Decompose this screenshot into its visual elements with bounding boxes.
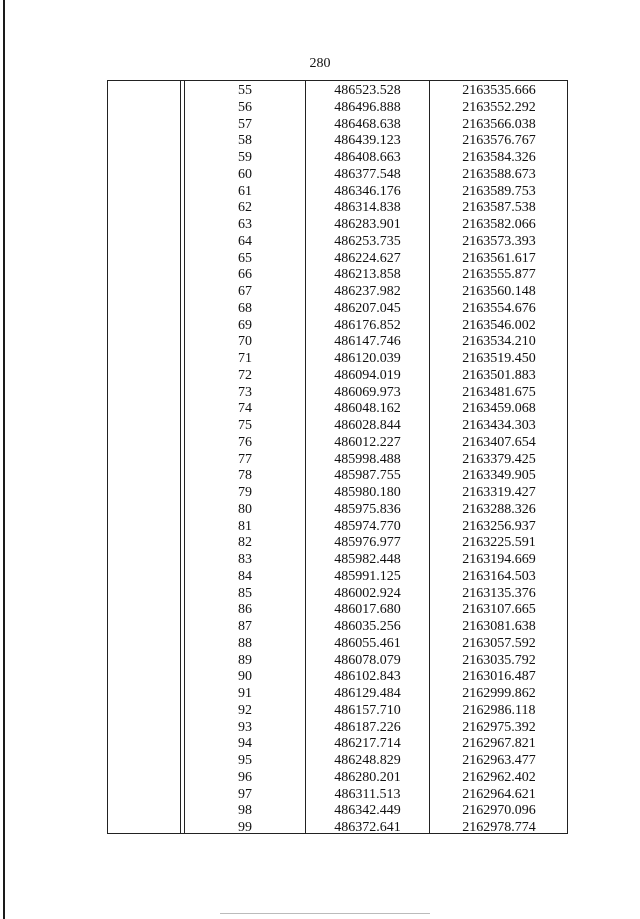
x-coordinate-cell: 486035.256	[334, 619, 401, 634]
y-coordinate-cell: 2163587.538	[462, 200, 536, 216]
y-coordinate-cell: 2162978.774	[462, 820, 536, 835]
x-coordinate-cell: 485980.180	[334, 485, 401, 500]
x-coordinate-cell: 485998.488	[334, 451, 401, 467]
x-coordinate-cell: 486468.638	[334, 116, 401, 132]
table-row	[108, 200, 567, 217]
y-coordinate-cell: 2163379.425	[462, 451, 536, 467]
page-number: 280	[309, 56, 331, 71]
point-number-cell: 65	[238, 250, 252, 266]
y-coordinate-cell: 2163588.673	[462, 166, 536, 182]
x-coordinate-cell: 485991.125	[334, 568, 401, 584]
point-number-cell: 63	[238, 217, 252, 232]
table-row	[108, 619, 567, 636]
x-coordinate-cell: 486078.079	[334, 652, 401, 668]
table-row	[108, 251, 567, 268]
x-coordinate-cell: 486346.176	[334, 183, 401, 199]
x-coordinate-cell: 486102.843	[334, 669, 401, 685]
table-row	[108, 318, 567, 335]
x-coordinate-cell: 486012.227	[334, 434, 401, 450]
table-row	[108, 820, 567, 837]
y-coordinate-cell: 2163534.210	[462, 334, 536, 350]
table-row	[108, 519, 567, 536]
table-row	[108, 452, 567, 469]
point-number-cell: 93	[238, 719, 252, 735]
coordinate-table	[107, 80, 568, 834]
x-coordinate-cell: 486237.982	[334, 284, 401, 299]
y-coordinate-cell: 2162970.096	[462, 803, 536, 819]
y-coordinate-cell: 2162999.862	[462, 686, 536, 701]
point-number-cell: 84	[238, 568, 252, 584]
point-number-cell: 81	[238, 518, 252, 534]
table-body	[108, 83, 567, 837]
table-row	[108, 669, 567, 686]
x-coordinate-cell: 486094.019	[334, 367, 401, 383]
point-number-cell: 76	[238, 434, 252, 450]
x-coordinate-cell: 486377.548	[334, 166, 401, 182]
y-coordinate-cell: 2163589.753	[462, 183, 536, 199]
table-row	[108, 133, 567, 150]
x-coordinate-cell: 486002.924	[334, 585, 401, 601]
y-coordinate-cell: 2162986.118	[462, 702, 536, 718]
x-coordinate-cell: 485976.977	[334, 535, 401, 551]
table-row	[108, 770, 567, 787]
table-row	[108, 284, 567, 301]
y-coordinate-cell: 2163349.905	[462, 468, 536, 484]
table-row	[108, 150, 567, 167]
point-number-cell: 59	[238, 150, 252, 165]
point-number-cell: 95	[238, 753, 252, 768]
point-number-cell: 98	[238, 803, 252, 819]
point-number-cell: 97	[238, 786, 252, 802]
x-coordinate-cell: 486129.484	[334, 686, 401, 701]
point-number-cell: 60	[238, 166, 252, 182]
table-row	[108, 468, 567, 485]
point-number-cell: 88	[238, 635, 252, 651]
table-row	[108, 83, 567, 100]
x-coordinate-cell: 485974.770	[334, 518, 401, 534]
point-number-cell: 80	[238, 501, 252, 517]
y-coordinate-cell: 2163107.665	[462, 602, 536, 618]
y-coordinate-cell: 2163319.427	[462, 485, 536, 500]
point-number-cell: 70	[238, 334, 252, 350]
x-coordinate-cell: 486213.858	[334, 267, 401, 283]
y-coordinate-cell: 2162962.402	[462, 769, 536, 785]
y-coordinate-cell: 2163584.326	[462, 150, 536, 165]
y-coordinate-cell: 2162963.477	[462, 753, 536, 768]
point-number-cell: 96	[238, 769, 252, 785]
y-coordinate-cell: 2163057.592	[462, 635, 536, 651]
y-coordinate-cell: 2163081.638	[462, 619, 536, 634]
x-coordinate-cell: 486253.735	[334, 233, 401, 249]
point-number-cell: 69	[238, 317, 252, 333]
point-number-cell: 71	[238, 351, 252, 366]
point-number-cell: 92	[238, 702, 252, 718]
y-coordinate-cell: 2163225.591	[462, 535, 536, 551]
point-number-cell: 85	[238, 585, 252, 601]
x-coordinate-cell: 486280.201	[334, 769, 401, 785]
y-coordinate-cell: 2163560.148	[462, 284, 536, 299]
point-number-cell: 86	[238, 602, 252, 618]
x-coordinate-cell: 486147.746	[334, 334, 401, 350]
table-row	[108, 334, 567, 351]
x-coordinate-cell: 485982.448	[334, 552, 401, 567]
point-number-cell: 99	[238, 820, 252, 835]
point-number-cell: 83	[238, 552, 252, 567]
x-coordinate-cell: 486048.162	[334, 401, 401, 417]
point-number-cell: 66	[238, 267, 252, 283]
point-number-cell: 72	[238, 367, 252, 383]
x-coordinate-cell: 485975.836	[334, 501, 401, 517]
x-coordinate-cell: 486439.123	[334, 133, 401, 149]
table-row	[108, 385, 567, 402]
x-coordinate-cell: 486311.513	[334, 786, 401, 802]
table-row	[108, 485, 567, 502]
table-row	[108, 351, 567, 368]
table-row	[108, 569, 567, 586]
table-row	[108, 586, 567, 603]
y-coordinate-cell: 2163459.068	[462, 401, 536, 417]
x-coordinate-cell: 486187.226	[334, 719, 401, 735]
point-number-cell: 67	[238, 284, 252, 299]
table-row	[108, 117, 567, 134]
y-coordinate-cell: 2163566.038	[462, 116, 536, 132]
x-coordinate-cell: 486120.039	[334, 351, 401, 366]
point-number-cell: 74	[238, 401, 252, 417]
table-row	[108, 502, 567, 519]
x-coordinate-cell: 486283.901	[334, 217, 401, 232]
table-row	[108, 803, 567, 820]
table-row	[108, 184, 567, 201]
y-coordinate-cell: 2163288.326	[462, 501, 536, 517]
table-row	[108, 535, 567, 552]
x-coordinate-cell: 486176.852	[334, 317, 401, 333]
y-coordinate-cell: 2163555.877	[462, 267, 536, 283]
point-number-cell: 64	[238, 233, 252, 249]
y-coordinate-cell: 2163582.066	[462, 217, 536, 232]
x-coordinate-cell: 486372.641	[334, 820, 401, 835]
table-row	[108, 703, 567, 720]
point-number-cell: 79	[238, 485, 252, 500]
y-coordinate-cell: 2162975.392	[462, 719, 536, 735]
y-coordinate-cell: 2162964.621	[462, 786, 536, 802]
table-row	[108, 217, 567, 234]
table-row	[108, 167, 567, 184]
point-number-cell: 68	[238, 300, 252, 316]
table-row	[108, 653, 567, 670]
y-coordinate-cell: 2163554.676	[462, 300, 536, 316]
point-number-cell: 61	[238, 183, 252, 199]
y-coordinate-cell: 2163573.393	[462, 233, 536, 249]
x-coordinate-cell: 486069.973	[334, 384, 401, 400]
point-number-cell: 58	[238, 133, 252, 149]
table-row	[108, 435, 567, 452]
table-row	[108, 301, 567, 318]
x-coordinate-cell: 486055.461	[334, 635, 401, 651]
y-coordinate-cell: 2163481.675	[462, 384, 536, 400]
table-row	[108, 368, 567, 385]
point-number-cell: 75	[238, 418, 252, 433]
x-coordinate-cell: 486408.663	[334, 150, 401, 165]
table-row	[108, 636, 567, 653]
x-coordinate-cell: 486207.045	[334, 300, 401, 316]
table-row	[108, 736, 567, 753]
point-number-cell: 82	[238, 535, 252, 551]
x-coordinate-cell: 486314.838	[334, 200, 401, 216]
x-coordinate-cell: 486028.844	[334, 418, 401, 433]
point-number-cell: 73	[238, 384, 252, 400]
y-coordinate-cell: 2163164.503	[462, 568, 536, 584]
point-number-cell: 77	[238, 451, 252, 467]
y-coordinate-cell: 2163194.669	[462, 552, 536, 567]
y-coordinate-cell: 2163561.617	[462, 250, 536, 266]
x-coordinate-cell: 486217.714	[334, 736, 401, 752]
table-row	[108, 234, 567, 251]
page-left-edge	[3, 0, 5, 919]
table-row	[108, 100, 567, 117]
x-coordinate-cell: 486496.888	[334, 99, 401, 115]
table-row	[108, 602, 567, 619]
y-coordinate-cell: 2163016.487	[462, 669, 536, 685]
point-number-cell: 55	[238, 83, 252, 98]
point-number-cell: 91	[238, 686, 252, 701]
table-row	[108, 686, 567, 703]
table-row	[108, 401, 567, 418]
y-coordinate-cell: 2163035.792	[462, 652, 536, 668]
point-number-cell: 87	[238, 619, 252, 634]
x-coordinate-cell: 486248.829	[334, 753, 401, 768]
point-number-cell: 78	[238, 468, 252, 484]
point-number-cell: 62	[238, 200, 252, 216]
y-coordinate-cell: 2163576.767	[462, 133, 536, 149]
x-coordinate-cell: 486342.449	[334, 803, 401, 819]
y-coordinate-cell: 2163519.450	[462, 351, 536, 366]
scan-edge-mark	[220, 913, 430, 914]
y-coordinate-cell: 2163434.303	[462, 418, 536, 433]
table-row	[108, 267, 567, 284]
x-coordinate-cell: 486017.680	[334, 602, 401, 618]
x-coordinate-cell: 486224.627	[334, 250, 401, 266]
table-row	[108, 418, 567, 435]
point-number-cell: 57	[238, 116, 252, 132]
table-row	[108, 720, 567, 737]
y-coordinate-cell: 2162967.821	[462, 736, 536, 752]
point-number-cell: 56	[238, 99, 252, 115]
y-coordinate-cell: 2163535.666	[462, 83, 536, 98]
y-coordinate-cell: 2163407.654	[462, 434, 536, 450]
y-coordinate-cell: 2163552.292	[462, 99, 536, 115]
y-coordinate-cell: 2163501.883	[462, 367, 536, 383]
point-number-cell: 94	[238, 736, 252, 752]
point-number-cell: 90	[238, 669, 252, 685]
table-row	[108, 552, 567, 569]
x-coordinate-cell: 486157.710	[334, 702, 401, 718]
point-number-cell: 89	[238, 652, 252, 668]
x-coordinate-cell: 486523.528	[334, 83, 401, 98]
y-coordinate-cell: 2163256.937	[462, 518, 536, 534]
y-coordinate-cell: 2163135.376	[462, 585, 536, 601]
y-coordinate-cell: 2163546.002	[462, 317, 536, 333]
table-row	[108, 753, 567, 770]
x-coordinate-cell: 485987.755	[334, 468, 401, 484]
table-row	[108, 787, 567, 804]
